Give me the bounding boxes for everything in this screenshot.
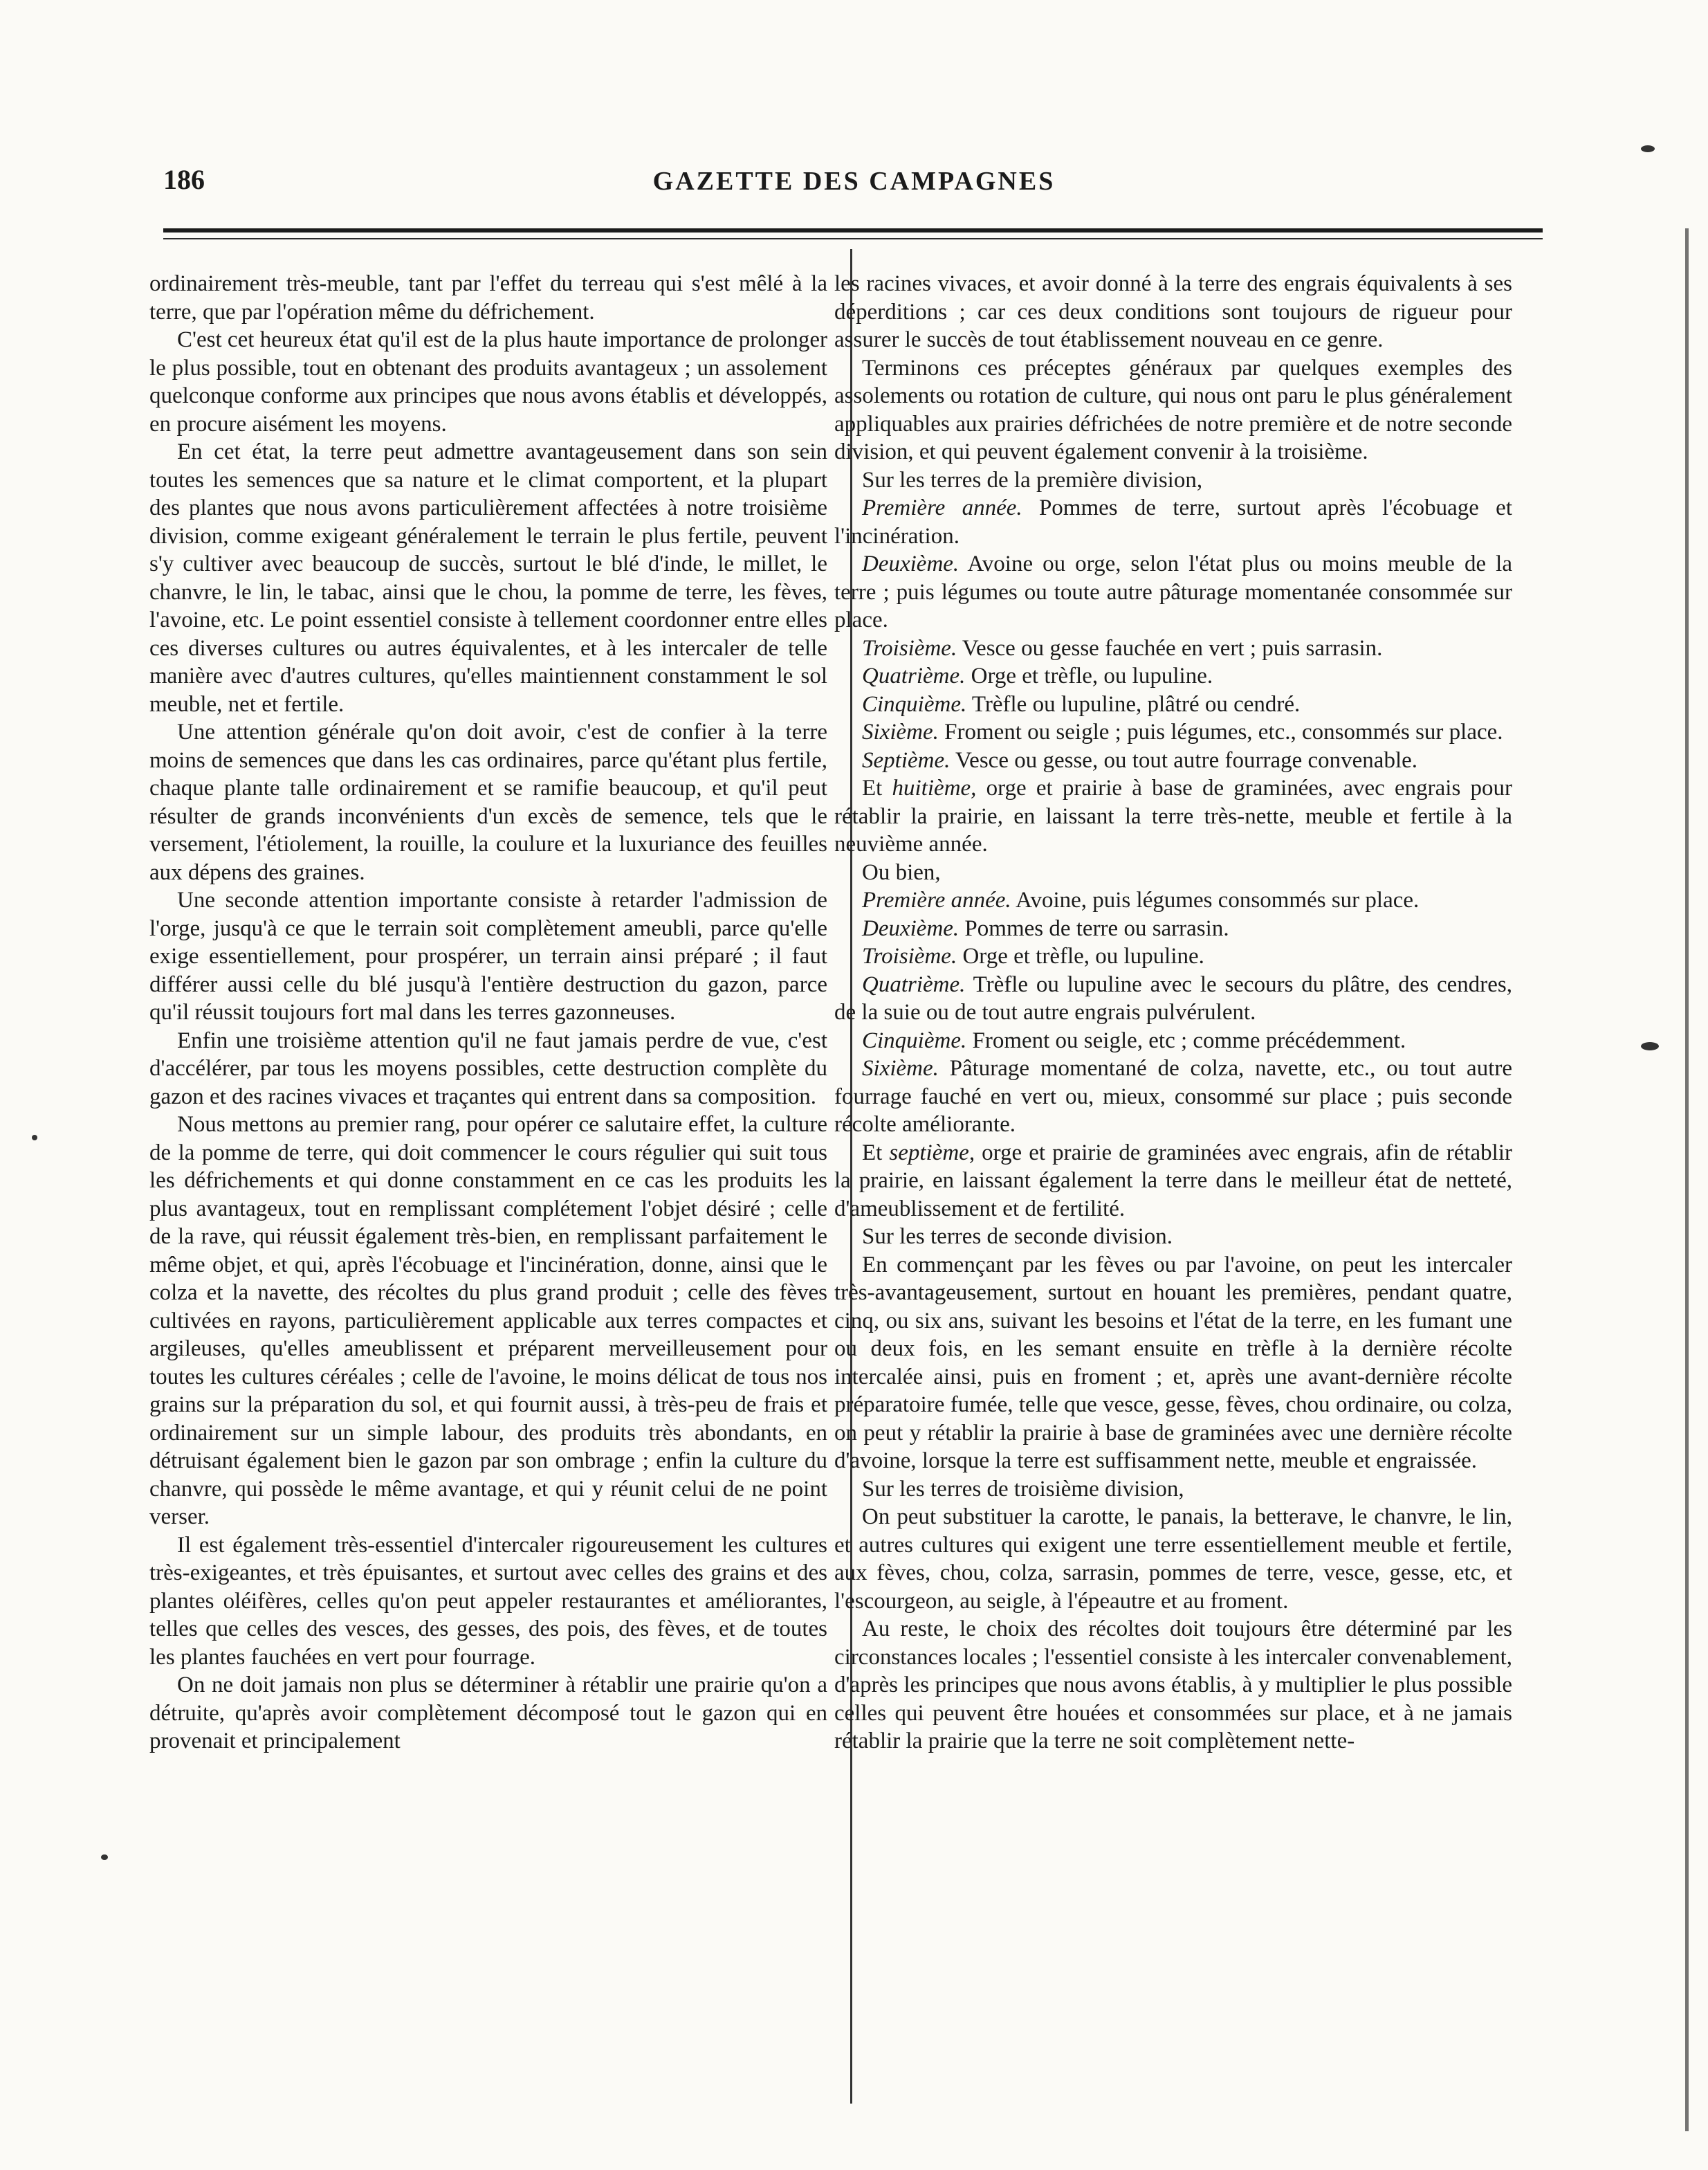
paragraph-text: On peut substituer la carotte, le panais, la betterave, le chanvre, le lin, et autres cultures qui exigent une terre essentiellement meuble et fertile, aux fèves, chou, colza, sarrasin, pommes de terre, vesce, gesse, etc, et l'escourgeon, au seigle, à l'épeautre et au froment. xyxy=(834,1504,1512,1614)
right-paragraph xyxy=(834,1251,1512,1475)
header-rule-thin xyxy=(163,238,1543,239)
paragraph-text: En commençant par les fèves ou par l'avoine, on peut les intercaler très-avantageusement, surtout en houant les premières, pendant quatre, cinq, ou six ans, suivant les besoins et l'état de la terre, en les fumant une ou deux fois, en les semant ensuite en trèfle à la dernière récolte intercalée ainsi, puis en froment ; et, après une avant-dernière récolte préparatoire fumée, telle que vesce, gesse, fèves, chou ordinaire, ou colza, on peut y rétablir la prairie à base de graminées avec une dernière récolte d'avoine, lorsque la terre est suffisamment nette, meuble et engraissée. xyxy=(834,1252,1512,1473)
margin-bar xyxy=(1685,228,1689,2131)
paragraph-text: orge et prairie de graminées avec engrais, afin de rétablir la prairie, en laissant également la terre dans le meilleur état de netteté, d'ameublissement et de fertilité. xyxy=(834,1140,1512,1221)
right-paragraph xyxy=(834,942,1512,971)
paragraph-text: orge et prairie à base de graminées, avec engrais pour rétablir la prairie, en laissant la terre très-nette, meuble et fertile à la neuvième année. xyxy=(834,776,1513,857)
paragraph-text: Sur les terres de troisième division, xyxy=(862,1476,1184,1502)
right-paragraph xyxy=(834,466,1512,495)
paragraph-text: Vesce ou gesse, ou tout autre fourrage convenable. xyxy=(950,747,1418,773)
right-paragraph xyxy=(834,550,1512,635)
left-paragraph: On ne doit jamais non plus se déterminer à rétablir une prairie qu'on a détruite, qu'après avoir complètement décomposé tout le gazon qui en provenait et principalement xyxy=(149,1672,827,1753)
paragraph-text: Froment ou seigle ; puis légumes, etc., consommés sur place. xyxy=(938,720,1503,745)
year-label: Cinquième. xyxy=(862,691,967,717)
left-paragraph: ordinairement très-meuble, tant par l'effet du terreau qui s'est mêlé à la terre, que par l'opération même du défrichement. xyxy=(149,271,827,325)
year-label: Cinquième. xyxy=(862,1028,967,1053)
year-label: huitième, xyxy=(892,776,977,801)
right-paragraph xyxy=(834,1055,1512,1139)
page-number: 186 xyxy=(163,164,205,195)
right-paragraph xyxy=(834,774,1512,859)
left-paragraph: C'est cet heureux état qu'il est de la plus haute importance de prolonger le plus possible, tout en obtenant des produits avantageux ; un assolement quelconque conforme aux principes que nous avons établis et développés, en procure aisément les moyens. xyxy=(149,327,827,437)
paragraph-text: Orge et trèfle, ou lupuline. xyxy=(957,944,1204,969)
paragraph-text: Trèfle ou lupuline, plâtré ou cendré. xyxy=(966,691,1301,717)
paragraph-text: Avoine, puis légumes consommés sur place. xyxy=(1011,888,1420,913)
year-label: Sixième. xyxy=(862,1056,939,1081)
year-label: Première année. xyxy=(862,495,1022,520)
ink-speck xyxy=(32,1135,37,1140)
paragraph-text: Vesce ou gesse fauchée en vert ; puis sarrasin. xyxy=(957,635,1383,661)
right-paragraph xyxy=(834,915,1512,943)
left-paragraph: Nous mettons au premier rang, pour opérer ce salutaire effet, la culture de la pomme de terre, qui doit commencer le cours régulier qui suit tous les défrichements et qui donne constamment en ce cas les produits les plus avantageux, tout en remplissant complétement l'objet désiré ; celle de la rave, qui réussit également très-bien, en remplissant parfaitement le même objet, et qui, après l'écobuage et l'incinération, donne, ainsi que le colza et la navette, des récoltes du plus grand produit ; celle des fèves cultivées en rayons, particulièrement applicable aux terres compactes et argileuses, qu'elles ameublissent et préparent merveilleusement pour toutes les cultures céréales ; celle de l'avoine, le moins délicat de tous nos grains sur la préparation du sol, et qui fournit aussi, à très-peu de frais et ordinairement sur un simple labour, des produits très abondants, en détruisant également bien le gazon par son ombrage ; enfin la culture du chanvre, qui possède le même avantage, et qui y réunit celui de ne point verser. xyxy=(149,1112,827,1529)
paragraph-text: Orge et trèfle, ou lupuline. xyxy=(965,664,1213,689)
year-label: Deuxième. xyxy=(862,551,959,576)
right-paragraph xyxy=(834,662,1512,691)
paragraph-text: Terminons ces préceptes généraux par quelques exemples des assolements ou rotation de culture, qui nous ont paru le plus généralement appliquables aux prairies défrichées de notre première et de notre seconde division, et qui peuvent également convenir à la troisième. xyxy=(834,355,1512,464)
lead-text: Et xyxy=(862,776,892,801)
year-label: Deuxième. xyxy=(862,915,959,941)
right-paragraph xyxy=(834,1223,1512,1251)
right-paragraph xyxy=(834,270,1512,354)
left-paragraph: Une attention générale qu'on doit avoir, c'est de confier à la terre moins de semences que dans les cas ordinaires, parce qu'étant plus fertile, chaque plante talle ordinairement et se ramifie beaucoup, et qu'il peut résulter de grands inconvénients d'un excès de semence, tels que le versement, l'étiolement, la rouille, la coulure et la luxuriance des feuilles aux dépens des graines. xyxy=(149,720,827,885)
paragraph-text: Ou bien, xyxy=(862,859,941,885)
paragraph-text: Pâturage momentané de colza, navette, etc., ou tout autre fourrage fauché en vert ou, mieux, consommé sur place ; puis seconde récolte améliorante. xyxy=(834,1056,1512,1137)
right-column xyxy=(834,270,1512,1756)
year-label: septième, xyxy=(889,1140,975,1165)
right-paragraph xyxy=(834,1503,1512,1615)
right-paragraph xyxy=(834,354,1512,466)
right-paragraph xyxy=(834,1027,1512,1055)
year-label: Première année. xyxy=(862,888,1011,913)
left-paragraph: Il est également très-essentiel d'intercaler rigoureusement les cultures très-exigeantes, et très épuisantes, et surtout avec celles des grains et des plantes oléifères, celles qu'on peut appeler restaurantes et améliorantes, telles que celles des vesces, des gesses, des pois, des fèves, et de toutes les plantes fauchées en vert pour fourrage. xyxy=(149,1532,827,1670)
right-paragraph xyxy=(834,747,1512,775)
right-paragraph xyxy=(834,859,1512,887)
right-paragraph xyxy=(834,1139,1512,1223)
right-paragraph xyxy=(834,494,1512,550)
paragraph-text: les racines vivaces, et avoir donné à la terre des engrais équivalents à ses déperditions ; car ces deux conditions sont toujours de rigueur pour assurer le succès de tout établissement nouveau en ce genre. xyxy=(834,271,1512,352)
left-paragraph: Enfin une troisième attention qu'il ne faut jamais perdre de vue, c'est d'accélérer, par tous les moyens possibles, cette destruction complète du gazon et des racines vivaces et traçantes qui entrent dans sa composition. xyxy=(149,1028,827,1109)
left-paragraph: Une seconde attention importante consiste à retarder l'admission de l'orge, jusqu'à ce que le terrain soit complètement ameubli, parce qu'elle exige essentiellement, pour prospérer, un terrain ainsi préparé ; il faut différer aussi celle du blé jusqu'à l'entière destruction du gazon, parce qu'il réussit toujours fort mal dans les terres gazonneuses. xyxy=(149,888,827,1025)
paragraph-text: Sur les terres de la première division, xyxy=(862,467,1203,493)
right-paragraph xyxy=(834,1615,1512,1756)
left-paragraph: En cet état, la terre peut admettre avantageusement dans son sein toutes les semences que sa nature et le climat comportent, et la plupart des plantes que nous avons particulièrement affectées à notre troisième division, comme exigeant généralement le terrain le plus fertile, peuvent s'y cultiver avec beaucoup de succès, surtout le blé d'inde, le millet, le chanvre, le lin, le tabac, ainsi que le chou, la pomme de terre, les fèves, l'avoine, etc. Le point essentiel consiste à tellement coordonner entre elles ces diverses cultures ou autres équivalentes, et à les intercaler de telle manière avec d'autres cultures, qu'elles maintiennent constamment le sol meuble, net et fertile. xyxy=(149,439,827,717)
paragraph-text: Sur les terres de seconde division. xyxy=(862,1224,1173,1249)
right-paragraph xyxy=(834,718,1512,747)
year-label: Sixième. xyxy=(862,720,939,745)
year-label: Septième. xyxy=(862,747,951,773)
paragraph-text: Au reste, le choix des récoltes doit toujours être déterminé par les circonstances locales ; l'essentiel consiste à les intercaler convenablement, d'après les principes que nous avons établis, à y multiplier le plus possible celles qui peuvent être houées et consommées sur place, et à ne jamais rétablir la prairie que la terre ne soit complètement nette- xyxy=(834,1616,1512,1753)
year-label: Quatrième. xyxy=(862,972,966,997)
right-paragraph xyxy=(834,691,1512,719)
right-paragraph xyxy=(834,886,1512,915)
ink-speck xyxy=(101,1854,108,1860)
running-title: GAZETTE DES CAMPAGNES xyxy=(652,167,1056,196)
year-label: Troisième. xyxy=(862,944,957,969)
right-paragraph xyxy=(834,971,1512,1027)
paragraph-text: Avoine ou orge, selon l'état plus ou moins meuble de la terre ; puis légumes ou toute autre pâturage momentanée consommée sur place. xyxy=(834,551,1512,632)
year-label: Quatrième. xyxy=(862,664,966,689)
header-rule-thick xyxy=(163,228,1543,232)
paragraph-text: Pommes de terre ou sarrasin. xyxy=(959,915,1229,941)
ink-speck xyxy=(1641,1042,1659,1050)
year-label: Troisième. xyxy=(862,635,957,661)
paragraph-text: Froment ou seigle, etc ; comme précédemment. xyxy=(966,1028,1406,1053)
ink-speck xyxy=(1641,145,1655,152)
right-paragraph xyxy=(834,1475,1512,1504)
lead-text: Et xyxy=(862,1140,890,1165)
left-column xyxy=(149,270,827,1756)
paragraph-text: Trèfle ou lupuline avec le secours du plâtre, des cendres, de la suie ou de tout autre engrais pulvérulent. xyxy=(834,972,1512,1025)
right-paragraph xyxy=(834,635,1512,663)
paragraph-text: Pommes de terre, surtout après l'écobuage et l'incinération. xyxy=(834,495,1512,549)
